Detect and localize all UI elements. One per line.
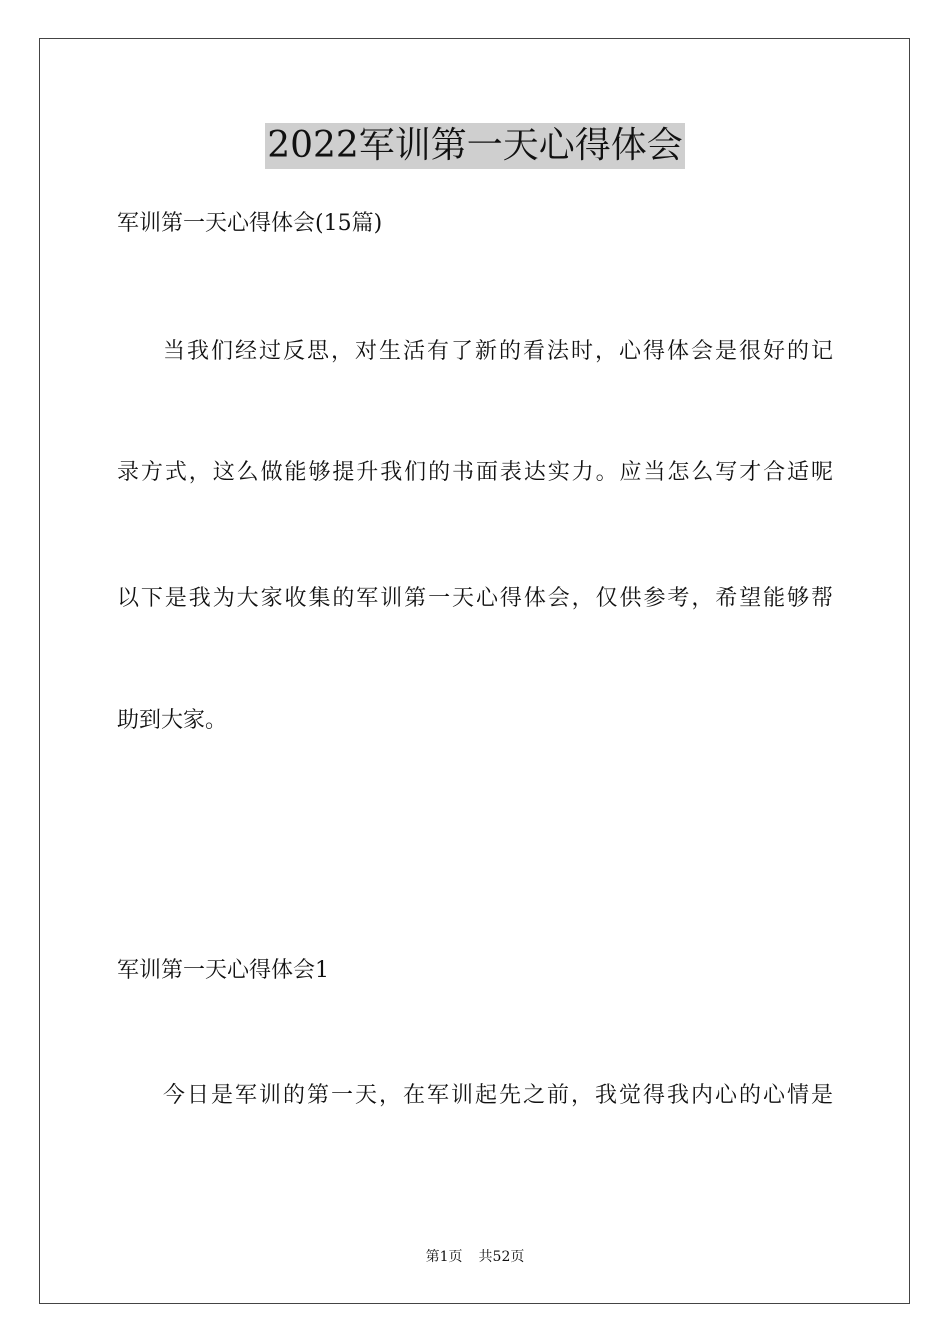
page-footer xyxy=(0,1247,950,1267)
paragraph-line: 当我们经过反思，对生活有了新的看法时，心得体会是很好的记 xyxy=(163,339,833,364)
title-container xyxy=(0,123,950,169)
page-number: 第1页 xyxy=(425,1249,463,1265)
document-title: 2022军训第一天心得体会 xyxy=(265,123,685,169)
page-total: 共52页 xyxy=(478,1249,525,1265)
paragraph-line: 助到大家。 xyxy=(117,708,228,733)
paragraph-line: 今日是军训的第一天，在军训起先之前，我觉得我内心的心情是 xyxy=(163,1083,833,1108)
paragraph-line: 以下是我为大家收集的军训第一天心得体会，仅供参考，希望能够帮 xyxy=(117,586,833,611)
section-heading: 军训第一天心得体会1 xyxy=(117,958,329,983)
paragraph-line: 录方式，这么做能够提升我们的书面表达实力。应当怎么写才合适呢 xyxy=(117,460,833,485)
document-subtitle: 军训第一天心得体会(15篇) xyxy=(117,211,383,236)
